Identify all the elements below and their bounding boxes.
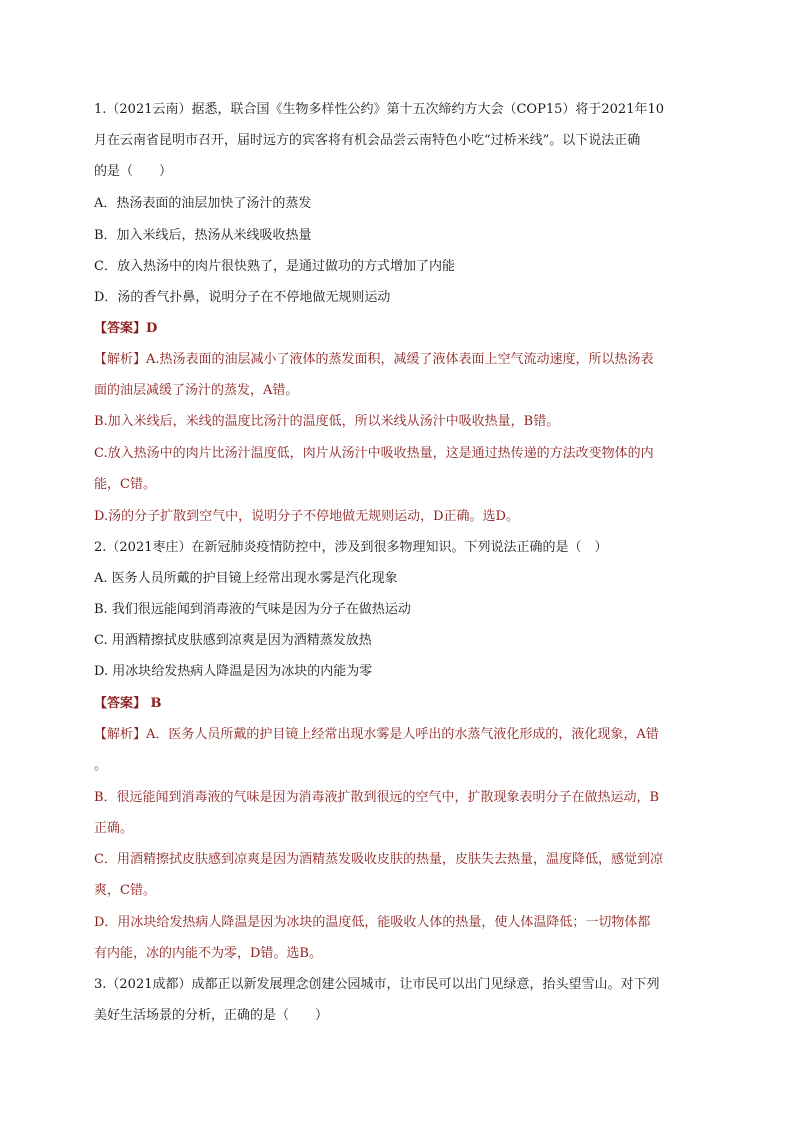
q2-option-b: B. 我们很远能闻到消毒液的气味是因为分子在做热运动 (94, 602, 411, 617)
q2-option-a: A. 医务人员所戴的护目镜上经常出现水雾是汽化现象 (94, 571, 398, 586)
q1-option-d: D．汤的香气扑鼻，说明分子在不停地做无规则运动 (94, 290, 391, 305)
q2-answer: 【答案】 B (94, 696, 162, 711)
q1-analysis-line-3: B.加入米线后，米线的温度比汤汁的温度低，所以米线从汤汁中吸收热量，B错。 (94, 414, 560, 429)
q2-analysis-line-1: 【解析】A．医务人员所戴的护目镜上经常出现水雾是人呼出的水蒸气液化形成的，液化现象，A错 (94, 727, 659, 742)
q2-analysis-line-6: 爽，C错。 (94, 883, 156, 898)
q2-analysis-line-4: 正确。 (94, 821, 134, 836)
q2-analysis-line-7: D．用冰块给发热病人降温是因为冰块的温度低，能吸收人体的热量，使人体温降低；一切物体都 (94, 915, 651, 930)
q2-analysis-line-3: B．很远能闻到消毒液的气味是因为消毒液扩散到很远的空气中，扩散现象表明分子在做热运动，B (94, 790, 660, 805)
q2-option-d: D. 用冰块给发热病人降温是因为冰块的内能为零 (94, 664, 373, 679)
q1-answer: 【答案】D (94, 321, 158, 336)
q2-analysis-line-5: C．用酒精擦拭皮肤感到凉爽是因为酒精蒸发吸收皮肤的热量，皮肤失去热量，温度降低，感觉到凉 (94, 852, 663, 867)
q1-analysis-line-2: 面的油层减缓了汤汁的蒸发，A错。 (94, 383, 299, 398)
q1-option-c: C．放入热汤中的肉片很快熟了，是通过做功的方式增加了内能 (94, 259, 455, 274)
q3-stem-line-2: 美好生活场景的分析，正确的是（ ） (94, 1008, 329, 1023)
q1-stem-line-1: 1.（2021云南）据悉，联合国《生物多样性公约》第十五次缔约方大会（COP15）将于2021年10 (94, 102, 665, 117)
q1-stem-line-3: 的是（ ） (94, 164, 173, 179)
q3-stem-line-1: 3.（2021成都）成都正以新发展理念创建公园城市，让市民可以出门见绿意，抬头望雪山。对下列 (94, 977, 660, 992)
q2-option-c: C. 用酒精擦拭皮肤感到凉爽是因为酒精蒸发放热 (94, 633, 372, 648)
q1-analysis-line-4: C.放入热汤中的肉片比汤汁温度低，肉片从汤汁中吸收热量，这是通过热传递的方法改变物体的内 (94, 446, 654, 461)
q1-analysis-line-6: D.汤的分子扩散到空气中，说明分子不停地做无规则运动，D正确。选D。 (94, 509, 519, 524)
q2-stem: 2.（2021枣庄）在新冠肺炎疫情防控中，涉及到很多物理知识。下列说法正确的是（ ） (94, 540, 608, 555)
q1-option-a: A．热汤表面的油层加快了汤汁的蒸发 (94, 196, 312, 211)
q1-analysis-line-1: 【解析】A.热汤表面的油层减小了液体的蒸发面积，减缓了液体表面上空气流动速度，所以热汤表 (94, 352, 654, 367)
q1-stem-line-2: 月在云南省昆明市召开，届时远方的宾客将有机会品尝云南特色小吃“过桥米线”。以下说法正确 (94, 133, 641, 148)
q2-analysis-line-8: 有内能，冰的内能不为零，D错。选B。 (94, 946, 322, 961)
q1-option-b: B．加入米线后，热汤从米线吸收热量 (94, 228, 312, 243)
q2-analysis-line-2: 。 (94, 758, 108, 773)
q1-analysis-line-5: 能，C错。 (94, 477, 156, 492)
